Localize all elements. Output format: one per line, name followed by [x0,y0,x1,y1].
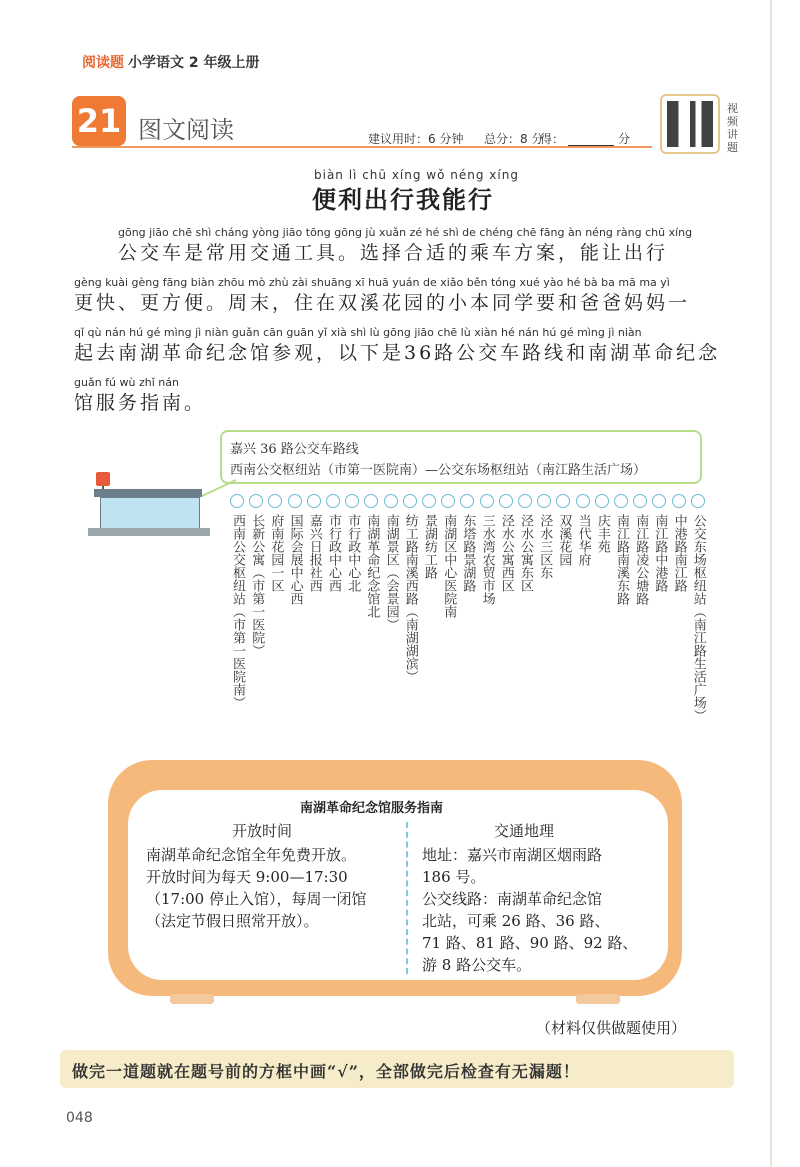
route-stop-name: 国际会展中心西 [287,514,303,605]
route-stop-dot [307,494,321,508]
route-stop-dot [595,494,609,508]
hours-line-2: 开放时间为每天 9:00—17:30 [146,868,348,886]
material-note: （材料仅供做题使用） [536,1019,687,1037]
route-stop-name: 南江路南溪东路 [614,514,629,605]
route-stop-dot [403,494,417,508]
route-stop-dot [249,494,263,508]
route-stop-dot [652,494,666,508]
route-stop-name: 市行政中心北 [345,514,361,592]
route-stop-name: 纺工路南溪西路（南湖湖滨） [402,514,418,683]
passage-pinyin-4: guǎn fú wù zhǐ nán [74,376,179,389]
route-title: 嘉兴 36 路公交车路线 [230,442,359,457]
frame-foot-left [170,994,214,1004]
traffic-line-1: 地址：嘉兴市南湖区烟雨路 [422,846,603,864]
passage-line-4: 馆服务指南。 [74,392,207,414]
route-stops [228,494,690,506]
passage-pinyin-1: gōng jiāo chē shì cháng yòng jiāo tōng gōng jù xuǎn zé hé shì de chéng chē fāng àn néng ràng chū xíng [118,226,693,239]
traffic-heading: 交通地理 [494,822,555,840]
route-stop-dot [672,494,686,508]
route-stop-dot [518,494,532,508]
route-stop-dot [345,494,359,508]
route-stop-name: 景湖纺工路 [422,514,437,579]
section-tag: 阅读题 [82,55,124,71]
score-blank[interactable] [568,145,614,146]
traffic-line-4: 北站，可乘 26 路、36 路、 [422,912,610,930]
route-stop-name: 三水湾农贸市场 [479,514,495,605]
route-stop-name: 中港路南江路 [671,514,687,592]
hours-line-1: 南湖革命纪念馆全年免费开放。 [146,846,357,864]
route-stop-name: 市行政中心西 [326,514,341,592]
route-stop-name: 东塔路景湖路 [460,514,476,592]
bus-shelter-icon [94,489,202,497]
route-stop-name: 南湖景区（会景园） [383,514,399,631]
hours-heading: 开放时间 [232,822,293,840]
route-endpoints: 西南公交枢纽站（市第一医院南）—公交东场枢纽站（南江路生活广场） [230,463,647,478]
route-stop-name: 西南公交枢纽站（市第一医院南） [230,514,245,709]
traffic-line-3: 公交线路：南湖革命纪念馆 [422,890,603,908]
museum-guide-title: 南湖革命纪念馆服务指南 [300,801,444,816]
route-stop-dot [614,494,628,508]
frame-foot-right [576,994,620,1004]
page-edge [770,0,772,1167]
passage-line-3: 起去南湖革命纪念馆参观，以下是36路公交车路线和南湖革命纪念 [74,342,721,364]
page-number: 048 [66,1110,93,1126]
page-title: 便利出行我能行 [312,185,494,214]
route-stop-dot [364,494,378,508]
route-stop-name: 公交东场枢纽站（南江路生活广场） [690,514,706,722]
suggested-time: 建议用时：6 分钟 [368,132,464,146]
route-stop-dot [499,494,513,508]
title-pinyin: biàn lì chū xíng wǒ néng xíng [314,168,519,182]
hours-line-3: （17:00 停止入馆），每周一闭馆 [146,890,367,908]
route-stop-name: 南江路中港路 [652,514,668,592]
route-stop-dot [326,494,340,508]
bus-shelter-glass [100,497,200,531]
traffic-line-5: 71 路、81 路、90 路、92 路、 [422,934,638,952]
score-label: 得： [540,132,565,146]
passage-pinyin-2: gèng kuài gèng fāng biàn zhōu mò zhù zài shuāng xī huā yuán de xiǎo běn tóng xué yào hé bà ba mā ma yì [74,276,670,289]
route-stop-name: 南湖革命纪念馆北 [364,514,380,618]
route-stop-dot [576,494,590,508]
qr-code[interactable] [660,94,720,154]
passage-line-1: 公交车是常用交通工具。选择合适的乘车方案，能让出行 [96,242,669,264]
unit-number-badge: 21 [72,96,126,146]
route-stop-dot [384,494,398,508]
route-stop-name: 泾水公寓西区 [498,514,514,592]
bus-shelter-base [88,528,210,536]
route-stop-name: 泾水三区东 [537,514,553,579]
route-stop-dot [537,494,551,508]
unit-title: 图文阅读 [138,116,234,144]
traffic-line-6: 游 8 路公交车。 [422,956,532,974]
route-stop-name: 南湖区中心医院南 [441,514,457,618]
header-divider [72,146,652,148]
route-stop-dot [268,494,282,508]
route-stop-dot [288,494,302,508]
route-stop-name: 长新公寓（市第一医院） [249,514,265,657]
traffic-line-2: 186 号。 [422,868,486,886]
book-title: 小学语文 2 年级上册 [128,55,260,71]
route-stop-name: 当代华府 [575,514,591,566]
route-stop-dot [460,494,474,508]
score-unit: 分 [618,132,631,146]
route-stop-dot [422,494,436,508]
passage-line-2: 更快、更方便。周末，住在双溪花园的小本同学要和爸爸妈妈一 [74,292,691,314]
route-stop-dot [480,494,494,508]
hours-line-4: （法定节假日照常开放）。 [146,912,319,930]
bus-stop-sign-icon [96,472,110,486]
total-score: 总分：8 分 [484,132,544,146]
route-stop-dot [230,494,244,508]
route-stop-dot [556,494,570,508]
route-stop-name: 南江路凌公塘路 [633,514,649,605]
route-stop-name: 双溪花园 [556,514,572,566]
route-stop-dot [441,494,455,508]
qr-code-icon [667,101,713,147]
route-stop-dot [691,494,705,508]
qr-label: 视频讲题 [727,102,738,154]
route-stop-name: 府南花园一区 [268,514,284,592]
passage-pinyin-3: qǐ qù nán hú gé mìng jì niàn guǎn cān guān yǐ xià shì lù gōng jiāo chē lù xiàn hé nán hú gé mìng jì niàn [74,326,642,339]
museum-guide-divider [406,822,408,974]
route-stop-name: 嘉兴日报社西 [306,514,322,592]
route-stop-name: 泾水公寓东区 [518,514,533,592]
route-stop-name: 庆丰苑 [594,514,610,553]
tip-text: 做完一道题就在题号前的方框中画“√”，全部做完后检查有无漏题！ [72,1062,580,1081]
route-info-box [220,430,702,484]
route-stop-dot [633,494,647,508]
